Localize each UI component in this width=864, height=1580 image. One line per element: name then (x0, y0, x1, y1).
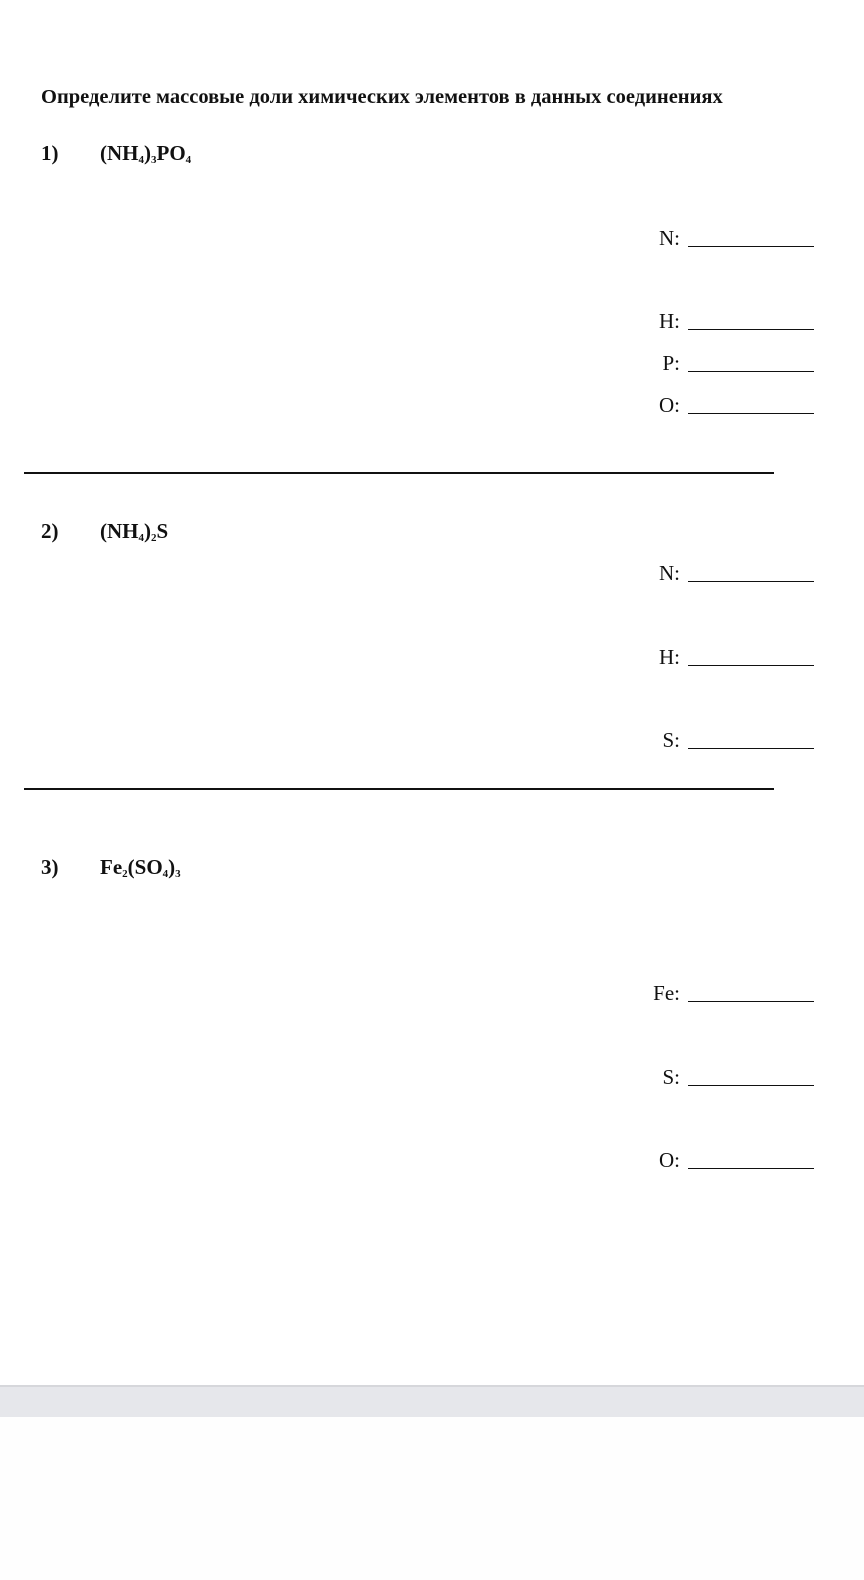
element-label: O: (659, 393, 680, 417)
section-divider (24, 788, 774, 790)
section-divider (24, 472, 774, 474)
answer-line-o[interactable] (659, 393, 814, 418)
answer-line-p[interactable] (662, 351, 814, 376)
answer-blank[interactable] (688, 664, 814, 666)
page-title: Определите массовые доли химических элементов в данных соединениях (41, 86, 723, 108)
element-label: Fe: (653, 981, 680, 1005)
answer-blank[interactable] (688, 370, 814, 372)
answer-blank[interactable] (688, 747, 814, 749)
answer-blank[interactable] (688, 1167, 814, 1169)
problem-3-heading (41, 855, 181, 880)
problem-number: 2) (41, 519, 59, 543)
answer-line-fe[interactable] (653, 981, 814, 1006)
answer-blank[interactable] (688, 245, 814, 247)
element-label: S: (662, 728, 680, 752)
problem-2-heading (41, 519, 168, 544)
answer-blank[interactable] (688, 1084, 814, 1086)
answer-line-h[interactable] (659, 309, 814, 334)
element-label: O: (659, 1148, 680, 1172)
answer-blank[interactable] (688, 412, 814, 414)
answer-line-o[interactable] (659, 1148, 814, 1173)
answer-line-h[interactable] (659, 645, 814, 670)
problem-number: 1) (41, 141, 59, 165)
chemical-formula: $(NH_4)_3PO_4$ (100, 141, 192, 166)
element-label: N: (659, 226, 680, 250)
element-label: H: (659, 645, 680, 669)
viewer-background (0, 1417, 864, 1580)
answer-line-n[interactable] (659, 561, 814, 586)
answer-blank[interactable] (688, 328, 814, 330)
problem-number: 3) (41, 855, 59, 879)
answer-line-s[interactable] (662, 728, 814, 753)
answer-line-n[interactable] (659, 226, 814, 251)
element-label: P: (662, 351, 680, 375)
chemical-formula: $Fe_2(SO_4)_3$ (100, 855, 181, 880)
answer-line-s[interactable] (662, 1065, 814, 1090)
answer-blank[interactable] (688, 1000, 814, 1002)
answer-blank[interactable] (688, 580, 814, 582)
element-label: H: (659, 309, 680, 333)
problem-1-heading (41, 141, 191, 166)
chemical-formula: $(NH_4)_2S$ (100, 519, 169, 544)
page-bottom-edge (0, 1385, 864, 1417)
element-label: S: (662, 1065, 680, 1089)
element-label: N: (659, 561, 680, 585)
